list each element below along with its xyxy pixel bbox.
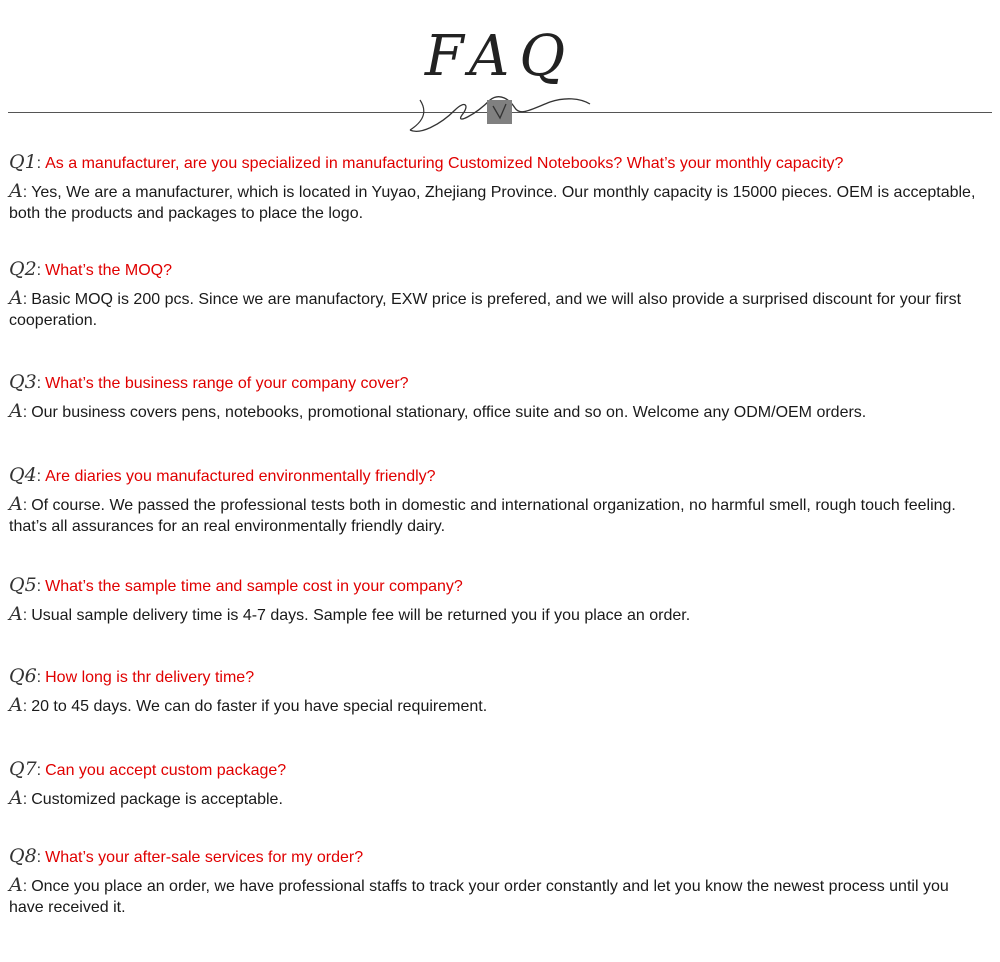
answer-line: A: 20 to 45 days. We can do faster if you have special requirement. (9, 694, 488, 716)
question-text: What’s the MOQ? (45, 262, 172, 279)
question-text: As a manufacturer, are you specialized in manufacturing Customized Notebooks? What’s your monthly capacity? (45, 155, 844, 172)
answer-text: Our business covers pens, notebooks, promotional stationary, office suite and so on. Welcome any ODM/OEM orders. (31, 404, 867, 421)
accent-square (487, 100, 512, 124)
question-label: Q6 (9, 665, 37, 687)
answer-label: A (9, 400, 23, 422)
question-label: Q4 (9, 464, 37, 486)
question-text: What’s the sample time and sample cost in your company? (45, 578, 463, 595)
answer-label: A (9, 787, 23, 809)
answer-text: Basic MOQ is 200 pcs. Since we are manufactory, EXW price is prefered, and we will also provide a surprised discount for your first cooperation. (9, 291, 962, 329)
faq-item (9, 846, 984, 918)
answer-label: A (9, 287, 23, 309)
answer-text: Yes, We are a manufacturer, which is located in Yuyao, Zhejiang Province. Our monthly capacity is 15000 pieces. OEM is acceptable, both the products and packages to place the logo. (9, 184, 976, 222)
question-text: Can you accept custom package? (45, 762, 287, 779)
question-label: Q3 (9, 371, 37, 393)
answer-text: 20 to 45 days. We can do faster if you have special requirement. (31, 698, 488, 715)
question-label: Q1 (9, 151, 37, 173)
answer-line: A: Once you place an order, we have professional staffs to track your order constantly and let you know the newest process until you have received it. (9, 874, 949, 916)
answer-line: A: Basic MOQ is 200 pcs. Since we are manufactory, EXW price is prefered, and we will also provide a surprised discount for your first cooperation. (9, 287, 962, 329)
faq-item (9, 666, 984, 718)
answer-line: A: Customized package is acceptable. (9, 787, 283, 809)
question-text: What’s your after-sale services for my order? (45, 849, 364, 866)
answer-line: A: Our business covers pens, notebooks, promotional stationary, office suite and so on. Welcome any ODM/OEM orders. (9, 400, 867, 422)
answer-line: A: Of course. We passed the professional tests both in domestic and international organization, no harmful smell, rough touch feeling. that’s all assurances for an real environmentally friendly dairy. (9, 493, 956, 535)
faq-item (9, 372, 984, 424)
faq-item (9, 152, 984, 224)
answer-text: Once you place an order, we have professional staffs to track your order constantly and let you know the newest process until you have received it. (9, 878, 949, 916)
answer-text: Of course. We passed the professional tests both in domestic and international organization, no harmful smell, rough touch feeling. that’s all assurances for an real environmentally friendly dairy. (9, 497, 956, 535)
answer-label: A (9, 603, 23, 625)
question-label: Q8 (9, 845, 37, 867)
flourish-ornament-icon (400, 80, 600, 140)
question-line: Q6: How long is thr delivery time? (9, 665, 255, 687)
question-text: How long is thr delivery time? (45, 669, 255, 686)
answer-label: A (9, 874, 23, 896)
page-title: FAQ (424, 24, 576, 89)
question-label: Q2 (9, 258, 37, 280)
question-line: Q8: What’s your after-sale services for my order? (9, 845, 364, 867)
question-label: Q5 (9, 574, 37, 596)
answer-text: Customized package is acceptable. (31, 791, 283, 808)
answer-label: A (9, 493, 23, 515)
faq-item (9, 465, 984, 537)
faq-item (9, 259, 984, 331)
answer-text: Usual sample delivery time is 4-7 days. Sample fee will be returned you if you place an order. (31, 607, 691, 624)
question-label: Q7 (9, 758, 37, 780)
faq-item (9, 575, 984, 627)
answer-label: A (9, 180, 23, 202)
question-line: Q1: As a manufacturer, are you specialized in manufacturing Customized Notebooks? What’s your monthly capacity? (9, 151, 844, 173)
answer-label: A (9, 694, 23, 716)
faq-header (0, 0, 1000, 140)
question-line: Q2: What’s the MOQ? (9, 258, 172, 280)
question-line: Q7: Can you accept custom package? (9, 758, 287, 780)
answer-line: A: Usual sample delivery time is 4-7 days. Sample fee will be returned you if you place an order. (9, 603, 691, 625)
answer-line: A: Yes, We are a manufacturer, which is located in Yuyao, Zhejiang Province. Our monthly capacity is 15000 pieces. OEM is acceptable, both the products and packages to place the logo. (9, 180, 976, 222)
question-line: Q4: Are diaries you manufactured environmentally friendly? (9, 464, 436, 486)
question-text: Are diaries you manufactured environmentally friendly? (45, 468, 436, 485)
question-line: Q5: What’s the sample time and sample cost in your company? (9, 574, 463, 596)
question-line: Q3: What’s the business range of your company cover? (9, 371, 409, 393)
question-text: What’s the business range of your company cover? (45, 375, 409, 392)
faq-item (9, 759, 984, 811)
